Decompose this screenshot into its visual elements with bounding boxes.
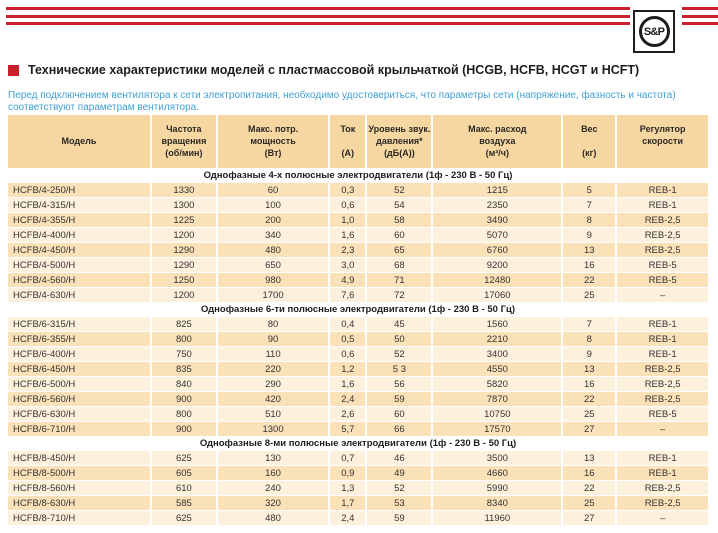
column-header-speed: Частота вращения (об/мин) (152, 115, 218, 169)
value-cell: 3490 (433, 213, 563, 228)
value-cell: 980 (218, 273, 330, 288)
value-cell: 0,3 (330, 183, 367, 198)
value-cell: 5 3 (367, 362, 433, 377)
table-row (8, 377, 710, 392)
model-cell: HCFB/6-400/H (8, 347, 152, 362)
model-cell: HCFB/4-630/H (8, 288, 152, 303)
table-row (8, 288, 710, 303)
table-header-row (8, 115, 710, 169)
top-stripes-right (682, 7, 718, 30)
table-row (8, 347, 710, 362)
value-cell: 22 (563, 273, 617, 288)
value-cell: 200 (218, 213, 330, 228)
value-cell: 1300 (152, 198, 218, 213)
value-cell: 59 (367, 392, 433, 407)
column-header-regulator: Регулятор скорости (617, 115, 710, 169)
column-header-power: Макс. потр. мощность (Вт) (218, 115, 330, 169)
red-stripe (682, 7, 718, 10)
section-title: Однофазные 4-х полюсные электродвигатели (1ф - 230 В - 50 Гц) (8, 169, 710, 183)
red-square-bullet-icon (8, 65, 19, 76)
value-cell: 7870 (433, 392, 563, 407)
value-cell: REB-1 (617, 183, 710, 198)
table-row (8, 258, 710, 273)
table-row (8, 511, 710, 526)
value-cell: 25 (563, 496, 617, 511)
value-cell: 65 (367, 243, 433, 258)
value-cell: 22 (563, 392, 617, 407)
value-cell: 58 (367, 213, 433, 228)
top-stripes-left (6, 7, 630, 30)
model-cell: HCFB/8-450/H (8, 451, 152, 466)
value-cell: 45 (367, 317, 433, 332)
red-stripe (682, 22, 718, 25)
table-row (8, 228, 710, 243)
value-cell: 220 (218, 362, 330, 377)
table-row (8, 392, 710, 407)
value-cell: 7,6 (330, 288, 367, 303)
value-cell: 52 (367, 347, 433, 362)
value-cell: 3500 (433, 451, 563, 466)
value-cell: REB-1 (617, 332, 710, 347)
value-cell: 1,7 (330, 496, 367, 511)
model-cell: HCFB/8-500/H (8, 466, 152, 481)
value-cell: REB-2,5 (617, 496, 710, 511)
table-row (8, 481, 710, 496)
value-cell: REB-2,5 (617, 362, 710, 377)
value-cell: 13 (563, 451, 617, 466)
value-cell: 2,4 (330, 392, 367, 407)
value-cell: 0,9 (330, 466, 367, 481)
red-stripe (682, 15, 718, 18)
page-title-row (8, 63, 714, 77)
value-cell: 0,6 (330, 347, 367, 362)
value-cell: 800 (152, 332, 218, 347)
value-cell: 60 (367, 228, 433, 243)
table-row (8, 451, 710, 466)
value-cell: 9200 (433, 258, 563, 273)
value-cell: 2,3 (330, 243, 367, 258)
value-cell: 0,4 (330, 317, 367, 332)
value-cell: 5070 (433, 228, 563, 243)
section-title-row (8, 303, 710, 317)
model-cell: HCFB/4-500/H (8, 258, 152, 273)
value-cell: 9 (563, 347, 617, 362)
value-cell: 68 (367, 258, 433, 273)
value-cell: 1,2 (330, 362, 367, 377)
value-cell: 59 (367, 511, 433, 526)
red-stripe (6, 22, 630, 25)
table-row (8, 332, 710, 347)
model-cell: HCFB/4-315/H (8, 198, 152, 213)
value-cell: REB-2,5 (617, 392, 710, 407)
value-cell: 27 (563, 511, 617, 526)
value-cell: 750 (152, 347, 218, 362)
value-cell: 50 (367, 332, 433, 347)
value-cell: 110 (218, 347, 330, 362)
model-cell: HCFB/4-400/H (8, 228, 152, 243)
value-cell: 4,9 (330, 273, 367, 288)
value-cell: 13 (563, 362, 617, 377)
value-cell: 52 (367, 183, 433, 198)
value-cell: REB-5 (617, 407, 710, 422)
model-cell: HCFB/6-315/H (8, 317, 152, 332)
value-cell: 4550 (433, 362, 563, 377)
value-cell: REB-1 (617, 466, 710, 481)
value-cell: – (617, 511, 710, 526)
value-cell: 320 (218, 496, 330, 511)
model-cell: HCFB/4-355/H (8, 213, 152, 228)
value-cell: 480 (218, 243, 330, 258)
value-cell: 835 (152, 362, 218, 377)
value-cell: 60 (218, 183, 330, 198)
section-title-row (8, 169, 710, 183)
value-cell: 72 (367, 288, 433, 303)
value-cell: 27 (563, 422, 617, 437)
red-stripe (6, 7, 630, 10)
table-row (8, 183, 710, 198)
value-cell: 130 (218, 451, 330, 466)
value-cell: 2210 (433, 332, 563, 347)
value-cell: 2,6 (330, 407, 367, 422)
value-cell: 0,6 (330, 198, 367, 213)
table-row (8, 496, 710, 511)
intro-text: Перед подключением вентилятора к сети электропитания, необходимо удостовериться, что параметры сети (напряжение, фазность и частота) соответствуют параметрам вентилятора. (8, 90, 676, 113)
value-cell: REB-1 (617, 347, 710, 362)
value-cell: 8 (563, 213, 617, 228)
value-cell: 9 (563, 228, 617, 243)
value-cell: 25 (563, 407, 617, 422)
table-row (8, 422, 710, 437)
value-cell: REB-2,5 (617, 243, 710, 258)
column-header-noise: Уровень звук. давления* (дБ(А)) (367, 115, 433, 169)
value-cell: 1,6 (330, 228, 367, 243)
value-cell: REB-2,5 (617, 377, 710, 392)
value-cell: 54 (367, 198, 433, 213)
page-title: Технические характеристики моделей с пластмассовой крыльчаткой (HCGB, HCFB, HCGT и HCFT) (28, 63, 640, 77)
value-cell: REB-5 (617, 273, 710, 288)
value-cell: 340 (218, 228, 330, 243)
value-cell: 6760 (433, 243, 563, 258)
value-cell: 825 (152, 317, 218, 332)
value-cell: 420 (218, 392, 330, 407)
column-header-model: Модель (8, 115, 152, 169)
value-cell: 8 (563, 332, 617, 347)
value-cell: 625 (152, 451, 218, 466)
column-header-current: Ток (А) (330, 115, 367, 169)
value-cell: 16 (563, 377, 617, 392)
table-row (8, 407, 710, 422)
value-cell: 12480 (433, 273, 563, 288)
section-title: Однофазные 8-ми полюсные электродвигатели (1ф - 230 В - 50 Гц) (8, 437, 710, 451)
value-cell: REB-1 (617, 198, 710, 213)
value-cell: 510 (218, 407, 330, 422)
value-cell: 13 (563, 243, 617, 258)
table-row (8, 317, 710, 332)
value-cell: 2350 (433, 198, 563, 213)
value-cell: 90 (218, 332, 330, 347)
value-cell: REB-2,5 (617, 228, 710, 243)
section-title: Однофазные 6-ти полюсные электродвигатели (1ф - 230 В - 50 Гц) (8, 303, 710, 317)
value-cell: 7 (563, 198, 617, 213)
value-cell: 5 (563, 183, 617, 198)
model-cell: HCFB/4-560/H (8, 273, 152, 288)
value-cell: 480 (218, 511, 330, 526)
table-row (8, 466, 710, 481)
value-cell: 3400 (433, 347, 563, 362)
model-cell: HCFB/6-450/H (8, 362, 152, 377)
model-cell: HCFB/8-560/H (8, 481, 152, 496)
value-cell: 56 (367, 377, 433, 392)
value-cell: 290 (218, 377, 330, 392)
value-cell: 605 (152, 466, 218, 481)
sp-logo-text: S&P (643, 25, 665, 38)
model-cell: HCFB/4-450/H (8, 243, 152, 258)
table-row (8, 273, 710, 288)
value-cell: 1290 (152, 258, 218, 273)
value-cell: 49 (367, 466, 433, 481)
table-row (8, 198, 710, 213)
sp-logo-circle (639, 16, 670, 47)
value-cell: REB-2,5 (617, 481, 710, 496)
model-cell: HCFB/6-500/H (8, 377, 152, 392)
value-cell: 1,6 (330, 377, 367, 392)
value-cell: 71 (367, 273, 433, 288)
value-cell: 7 (563, 317, 617, 332)
value-cell: 1290 (152, 243, 218, 258)
sp-logo (633, 10, 675, 53)
value-cell: 1250 (152, 273, 218, 288)
value-cell: 46 (367, 451, 433, 466)
model-cell: HCFB/6-710/H (8, 422, 152, 437)
model-cell: HCFB/6-630/H (8, 407, 152, 422)
value-cell: 1215 (433, 183, 563, 198)
value-cell: 840 (152, 377, 218, 392)
value-cell: 5820 (433, 377, 563, 392)
model-cell: HCFB/6-560/H (8, 392, 152, 407)
value-cell: – (617, 422, 710, 437)
value-cell: 17570 (433, 422, 563, 437)
model-cell: HCFB/8-710/H (8, 511, 152, 526)
value-cell: 60 (367, 407, 433, 422)
value-cell: 1300 (218, 422, 330, 437)
value-cell: 4660 (433, 466, 563, 481)
value-cell: 16 (563, 466, 617, 481)
value-cell: 16 (563, 258, 617, 273)
value-cell: 3,0 (330, 258, 367, 273)
value-cell: REB-1 (617, 317, 710, 332)
value-cell: 1330 (152, 183, 218, 198)
column-header-weight: Вес (кг) (563, 115, 617, 169)
value-cell: 1225 (152, 213, 218, 228)
value-cell: 5990 (433, 481, 563, 496)
table-row (8, 362, 710, 377)
model-cell: HCFB/8-630/H (8, 496, 152, 511)
table-row (8, 243, 710, 258)
value-cell: 53 (367, 496, 433, 511)
value-cell: REB-1 (617, 451, 710, 466)
value-cell: 11960 (433, 511, 563, 526)
value-cell: 100 (218, 198, 330, 213)
value-cell: 240 (218, 481, 330, 496)
value-cell: 1,0 (330, 213, 367, 228)
value-cell: REB-2,5 (617, 213, 710, 228)
table-row (8, 213, 710, 228)
value-cell: REB-5 (617, 258, 710, 273)
model-cell: HCFB/6-355/H (8, 332, 152, 347)
red-stripe (6, 15, 630, 18)
value-cell: 1700 (218, 288, 330, 303)
model-cell: HCFB/4-250/H (8, 183, 152, 198)
value-cell: 0,5 (330, 332, 367, 347)
value-cell: 17060 (433, 288, 563, 303)
value-cell: 900 (152, 392, 218, 407)
value-cell: 1200 (152, 288, 218, 303)
value-cell: 8340 (433, 496, 563, 511)
column-header-airflow: Макс. расход воздуха (м³/ч) (433, 115, 563, 169)
value-cell: 22 (563, 481, 617, 496)
value-cell: – (617, 288, 710, 303)
value-cell: 610 (152, 481, 218, 496)
value-cell: 2,4 (330, 511, 367, 526)
value-cell: 10750 (433, 407, 563, 422)
value-cell: 1,3 (330, 481, 367, 496)
spec-table (8, 115, 710, 526)
section-title-row (8, 437, 710, 451)
value-cell: 625 (152, 511, 218, 526)
value-cell: 1560 (433, 317, 563, 332)
value-cell: 900 (152, 422, 218, 437)
value-cell: 650 (218, 258, 330, 273)
value-cell: 800 (152, 407, 218, 422)
value-cell: 66 (367, 422, 433, 437)
value-cell: 80 (218, 317, 330, 332)
value-cell: 5,7 (330, 422, 367, 437)
value-cell: 585 (152, 496, 218, 511)
value-cell: 1200 (152, 228, 218, 243)
value-cell: 25 (563, 288, 617, 303)
value-cell: 0,7 (330, 451, 367, 466)
value-cell: 52 (367, 481, 433, 496)
value-cell: 160 (218, 466, 330, 481)
